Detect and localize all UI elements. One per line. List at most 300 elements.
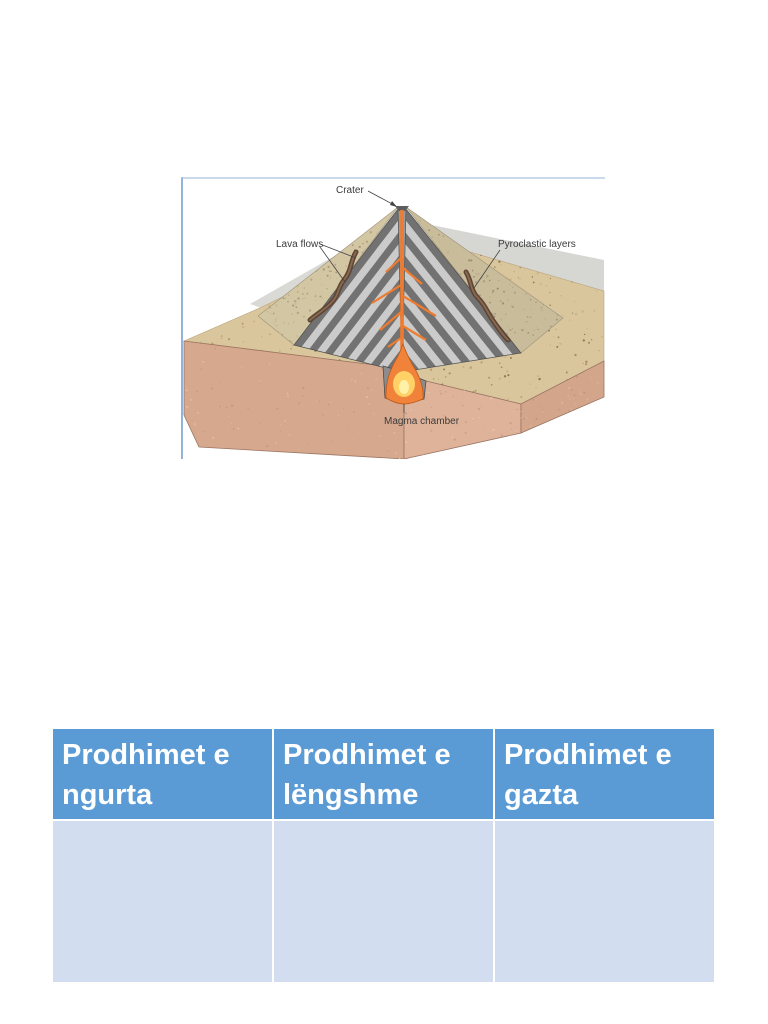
texture-speckle [472, 418, 474, 420]
texture-speckle [259, 422, 260, 423]
texture-speckle [580, 393, 582, 395]
texture-speckle [586, 388, 587, 389]
texture-speckle [322, 414, 324, 416]
texture-speckle [430, 369, 432, 371]
texture-speckle [328, 404, 330, 406]
texture-speckle [221, 335, 223, 337]
texture-speckle [186, 406, 188, 408]
texture-speckle [503, 291, 505, 293]
texture-speckle [559, 392, 560, 393]
texture-speckle [433, 378, 435, 380]
texture-speckle [561, 402, 563, 404]
texture-speckle [219, 383, 220, 384]
texture-speckle [550, 325, 552, 327]
texture-speckle [443, 235, 445, 237]
texture-speckle [221, 338, 222, 339]
texture-speckle [590, 377, 591, 378]
texture-speckle [197, 412, 199, 414]
texture-speckle [569, 398, 571, 400]
texture-speckle [575, 313, 577, 315]
texture-speckle [550, 345, 551, 346]
texture-speckle [430, 430, 432, 432]
texture-speckle [489, 280, 491, 282]
texture-speckle [525, 293, 527, 295]
texture-speckle [364, 249, 365, 250]
texture-speckle [242, 326, 244, 328]
texture-speckle [247, 407, 249, 409]
texture-speckle [560, 295, 562, 297]
texture-speckle [308, 443, 309, 444]
label-magma-chamber: Magma chamber [384, 416, 460, 427]
texture-speckle [500, 300, 502, 302]
texture-speckle [509, 381, 510, 382]
texture-speckle [335, 266, 337, 268]
texture-speckle [204, 431, 205, 432]
texture-speckle [287, 393, 289, 395]
texture-speckle [304, 278, 306, 280]
texture-speckle [376, 233, 377, 234]
texture-speckle [500, 319, 502, 321]
table-cell-solid-products [53, 821, 272, 982]
texture-speckle [282, 334, 284, 336]
texture-speckle [371, 389, 372, 390]
texture-speckle [438, 241, 439, 242]
texture-speckle [535, 302, 537, 304]
texture-speckle [556, 319, 558, 321]
texture-speckle [468, 259, 470, 261]
texture-speckle [309, 309, 311, 311]
texture-speckle [464, 390, 466, 392]
texture-speckle [276, 318, 277, 319]
texture-speckle [492, 429, 494, 431]
texture-speckle [568, 387, 570, 389]
texture-speckle [507, 374, 509, 376]
texture-speckle [530, 309, 531, 310]
texture-speckle [290, 348, 291, 349]
texture-speckle [296, 306, 298, 308]
texture-speckle [227, 427, 228, 428]
texture-speckle [335, 271, 337, 273]
texture-speckle [422, 454, 423, 455]
texture-speckle [310, 278, 312, 280]
texture-speckle [491, 384, 493, 386]
texture-speckle [354, 380, 356, 382]
texture-speckle [492, 290, 494, 292]
texture-speckle [336, 278, 337, 279]
texture-speckle [292, 345, 293, 346]
texture-speckle [297, 285, 299, 287]
texture-speckle [321, 284, 323, 286]
texture-speckle [554, 336, 555, 337]
texture-speckle [280, 333, 282, 335]
texture-speckle [269, 334, 270, 335]
texture-speckle [186, 389, 188, 391]
texture-speckle [585, 361, 587, 363]
texture-speckle [276, 325, 278, 327]
texture-speckle [431, 407, 432, 408]
texture-speckle [550, 278, 551, 279]
texture-speckle [574, 354, 576, 356]
texture-speckle [343, 409, 344, 410]
texture-speckle [532, 334, 534, 336]
texture-speckle [273, 328, 274, 329]
texture-speckle [486, 275, 488, 277]
texture-speckle [279, 351, 280, 352]
header-cell-liquid-products [274, 729, 493, 819]
texture-speckle [559, 343, 561, 345]
texture-speckle [534, 330, 535, 331]
texture-speckle [259, 380, 261, 382]
volcano-diagram [181, 177, 605, 459]
table-cell-liquid-products [274, 821, 493, 982]
texture-speckle [273, 313, 275, 315]
texture-speckle [483, 427, 484, 428]
label-pyroclastic-layers: Pyroclastic layers [498, 239, 576, 250]
texture-speckle [535, 418, 537, 420]
label-crater: Crater [336, 185, 364, 196]
texture-speckle [230, 422, 231, 423]
texture-speckle [269, 307, 270, 308]
texture-speckle [296, 335, 298, 337]
texture-speckle [489, 296, 491, 298]
texture-speckle [276, 408, 278, 410]
texture-speckle [501, 367, 503, 369]
texture-speckle [315, 295, 317, 297]
texture-speckle [316, 300, 317, 301]
texture-speckle [528, 332, 530, 334]
texture-speckle [284, 297, 286, 299]
texture-speckle [486, 277, 487, 278]
texture-speckle [583, 363, 584, 364]
texture-speckle [428, 225, 429, 226]
texture-speckle [293, 321, 294, 322]
texture-speckle [280, 424, 281, 425]
texture-speckle [379, 435, 381, 437]
texture-speckle [602, 389, 603, 390]
texture-speckle [326, 288, 327, 289]
texture-speckle [287, 395, 289, 397]
texture-speckle [541, 309, 543, 311]
texture-speckle [241, 366, 243, 368]
texture-speckle [516, 409, 518, 411]
texture-speckle [480, 361, 482, 363]
texture-speckle [572, 281, 573, 282]
texture-speckle [438, 379, 440, 381]
texture-speckle [451, 436, 453, 438]
texture-speckle [476, 273, 478, 275]
texture-speckle [283, 297, 285, 299]
texture-speckle [514, 292, 516, 294]
texture-speckle [291, 313, 293, 315]
texture-speckle [288, 323, 289, 324]
texture-speckle [428, 392, 430, 394]
texture-speckle [297, 312, 299, 314]
texture-speckle [452, 396, 454, 398]
volcano-products-table [53, 729, 714, 982]
texture-speckle [533, 282, 535, 284]
texture-speckle [598, 350, 599, 351]
texture-speckle [470, 259, 472, 261]
texture-speckle [512, 287, 513, 288]
texture-speckle [523, 308, 525, 310]
texture-speckle [505, 317, 506, 318]
texture-speckle [298, 402, 300, 404]
texture-speckle [585, 359, 586, 360]
texture-speckle [505, 314, 506, 315]
texture-speckle [492, 292, 493, 293]
texture-speckle [505, 356, 506, 357]
magma-core [399, 380, 409, 394]
texture-speckle [498, 261, 500, 263]
texture-speckle [483, 280, 485, 282]
header-cell-gas-products [495, 729, 714, 819]
texture-speckle [269, 364, 270, 365]
texture-speckle [520, 411, 521, 412]
texture-speckle [526, 321, 527, 322]
texture-speckle [536, 327, 537, 328]
texture-speckle [465, 432, 467, 434]
texture-speckle [520, 396, 522, 398]
texture-speckle [345, 265, 347, 267]
texture-speckle [497, 288, 499, 290]
texture-speckle [472, 270, 474, 272]
texture-speckle [513, 271, 515, 273]
texture-speckle [523, 418, 525, 420]
header-gas-products: Prodhimet e gazta [504, 739, 672, 811]
texture-speckle [302, 395, 304, 397]
texture-speckle [362, 243, 364, 245]
texture-speckle [494, 266, 496, 268]
texture-speckle [570, 408, 572, 410]
texture-speckle [511, 428, 512, 429]
texture-speckle [393, 432, 395, 434]
texture-speckle [506, 370, 508, 372]
texture-speckle [473, 276, 475, 278]
texture-speckle [338, 414, 340, 416]
texture-speckle [549, 292, 551, 294]
texture-speckle [499, 362, 501, 364]
texture-speckle [253, 320, 255, 322]
texture-speckle [327, 275, 329, 277]
texture-speckle [267, 311, 268, 312]
texture-speckle [511, 305, 513, 307]
texture-speckle [532, 399, 534, 401]
texture-speckle [572, 313, 573, 314]
texture-speckle [521, 417, 522, 418]
texture-speckle [361, 373, 362, 374]
texture-speckle [537, 329, 538, 330]
texture-speckle [532, 276, 534, 278]
texture-speckle [480, 255, 481, 256]
texture-speckle [478, 417, 479, 418]
texture-speckle [543, 304, 544, 305]
texture-speckle [583, 339, 585, 341]
texture-speckle [480, 395, 481, 396]
texture-speckle [438, 234, 440, 236]
label-lava-flows: Lava flows [276, 239, 324, 250]
texture-speckle [329, 270, 331, 272]
texture-speckle [526, 333, 527, 334]
texture-speckle [428, 229, 430, 231]
texture-speckle [275, 319, 277, 321]
texture-speckle [410, 409, 411, 410]
texture-speckle [323, 268, 325, 270]
texture-speckle [268, 304, 270, 306]
texture-speckle [201, 369, 203, 371]
texture-speckle [405, 441, 407, 443]
texture-speckle [411, 456, 413, 458]
texture-speckle [501, 264, 503, 266]
texture-speckle [306, 293, 308, 295]
texture-speckle [322, 298, 324, 300]
texture-speckle [353, 439, 354, 440]
header-solid-products: Prodhimet e ngurta [62, 739, 230, 811]
header-liquid-products: Prodhimet e lëngshme [283, 739, 451, 811]
texture-speckle [587, 328, 588, 329]
texture-speckle [302, 387, 304, 389]
texture-speckle [366, 396, 368, 398]
texture-speckle [512, 328, 513, 329]
texture-speckle [462, 366, 464, 368]
texture-speckle [501, 434, 503, 436]
texture-speckle [320, 278, 321, 279]
texture-speckle [478, 408, 480, 410]
texture-speckle [569, 320, 570, 321]
texture-speckle [297, 291, 299, 293]
texture-speckle [509, 283, 510, 284]
texture-speckle [582, 310, 584, 312]
texture-speckle [475, 390, 477, 392]
texture-speckle [352, 244, 354, 246]
texture-speckle [567, 395, 569, 397]
texture-speckle [302, 298, 303, 299]
texture-speckle [543, 411, 545, 413]
texture-speckle [405, 412, 407, 414]
texture-speckle [529, 383, 530, 384]
texture-speckle [419, 220, 420, 221]
texture-speckle [557, 314, 559, 316]
texture-speckle [194, 423, 196, 425]
texture-speckle [186, 392, 187, 393]
texture-speckle [601, 336, 603, 338]
texture-speckle [537, 272, 539, 274]
texture-speckle [425, 402, 426, 403]
texture-speckle [545, 319, 546, 320]
texture-speckle [228, 338, 230, 340]
texture-speckle [582, 352, 583, 353]
texture-speckle [294, 303, 296, 305]
texture-speckle [571, 389, 573, 391]
texture-speckle [568, 410, 570, 412]
texture-speckle [283, 322, 285, 324]
texture-speckle [242, 323, 244, 325]
texture-speckle [370, 231, 372, 233]
texture-speckle [556, 329, 557, 330]
texture-speckle [580, 390, 581, 391]
texture-speckle [294, 300, 296, 302]
texture-speckle [211, 387, 213, 389]
texture-speckle [460, 273, 462, 275]
texture-speckle [527, 316, 529, 318]
texture-speckle [499, 377, 501, 379]
texture-speckle [454, 440, 455, 441]
texture-speckle [537, 375, 539, 377]
texture-speckle [288, 294, 290, 296]
texture-speckle [395, 452, 397, 454]
texture-speckle [273, 322, 274, 323]
texture-speckle [303, 316, 304, 317]
texture-speckle [456, 398, 457, 399]
texture-speckle [585, 363, 587, 365]
texture-speckle [530, 316, 532, 318]
texture-speckle [509, 422, 511, 424]
texture-speckle [507, 326, 508, 327]
texture-speckle [237, 427, 239, 429]
texture-speckle [480, 406, 481, 407]
texture-speckle [576, 376, 578, 378]
texture-speckle [588, 342, 590, 344]
table-cell-gas-products [495, 821, 714, 982]
texture-speckle [594, 310, 596, 312]
texture-speckle [353, 411, 355, 413]
texture-speckle [266, 445, 268, 447]
texture-speckle [275, 321, 276, 322]
texture-speckle [302, 293, 304, 295]
texture-speckle [287, 301, 289, 303]
texture-speckle [462, 405, 464, 407]
texture-speckle [510, 357, 512, 359]
texture-speckle [304, 287, 305, 288]
texture-speckle [226, 406, 228, 408]
texture-speckle [348, 429, 349, 430]
texture-speckle [478, 273, 480, 275]
texture-speckle [507, 299, 509, 301]
texture-speckle [280, 431, 281, 432]
texture-speckle [519, 278, 520, 279]
texture-speckle [575, 404, 576, 405]
texture-speckle [329, 278, 330, 279]
texture-speckle [488, 377, 490, 379]
texture-speckle [387, 451, 388, 452]
texture-speckle [587, 399, 589, 401]
texture-speckle [584, 334, 585, 335]
texture-speckle [351, 379, 353, 381]
texture-speckle [522, 329, 524, 331]
texture-speckle [538, 378, 540, 380]
texture-speckle [443, 368, 445, 370]
texture-speckle [319, 296, 321, 298]
texture-speckle [556, 346, 558, 348]
texture-speckle [514, 332, 515, 333]
texture-speckle [541, 406, 542, 407]
texture-speckle [558, 336, 560, 338]
texture-speckle [541, 307, 543, 309]
texture-speckle [574, 301, 575, 302]
texture-speckle [202, 361, 204, 363]
texture-speckle [233, 428, 235, 430]
texture-speckle [368, 403, 370, 405]
texture-speckle [305, 297, 306, 298]
texture-speckle [498, 280, 499, 281]
texture-speckle [574, 394, 576, 396]
texture-speckle [339, 276, 341, 278]
texture-speckle [445, 376, 446, 377]
texture-speckle [331, 441, 332, 442]
texture-speckle [597, 382, 599, 384]
texture-speckle [284, 420, 286, 422]
texture-speckle [367, 387, 369, 389]
texture-speckle [490, 397, 492, 399]
